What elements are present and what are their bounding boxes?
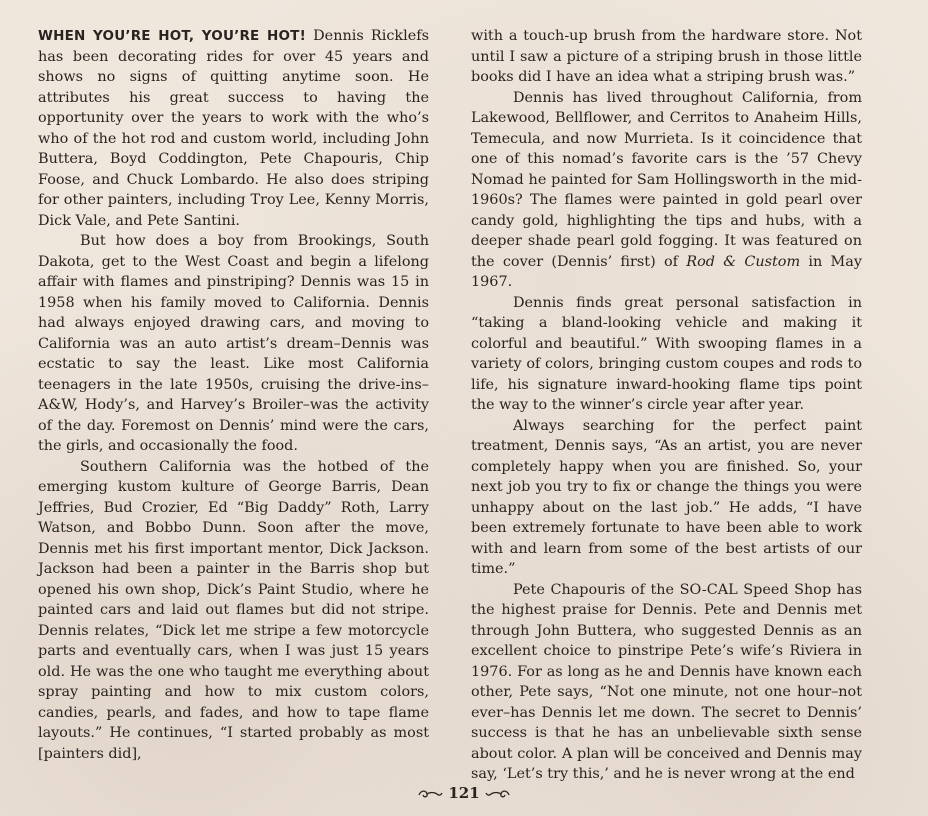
paragraph-4: Dennis has lived throughout California, from Lakewood, Bellflower, and Cerritos to Anaheim Hills, Temecula, and now Murrieta. Is it coincidence that one of this nomad’s favorite cars is the ’57 Chevy Nomad he painted for Sam Hollingsworth in the mid-1960s? The flames were painted in gold pearl over candy gold, highlighting the tips and hubs, with a deeper shade pearl gold fogging. It was featured on the cover (Dennis’ first) of Rod & Custom in May 1967. bbox=[471, 89, 862, 290]
paragraph-continuation: with a touch-up brush from the hardware store. Not until I saw a picture of a striping brush in those little books did I have an idea what a striping brush was.” bbox=[471, 28, 862, 85]
paragraph-5: Dennis finds great personal satisfaction in “taking a bland-looking vehicle and making it colorful and beautiful.” With swooping flames in a variety of colors, bringing custom coupes and rods to life, his signature inward-hooking flame tips point the way to the winner’s circle year after year. bbox=[471, 294, 862, 413]
paragraph-6: Always searching for the perfect paint treatment, Dennis says, “As an artist, you are never completely happy when you are finished. So, your next job you try to fix or change the things you were unhappy about on the last job.” He adds, “I have been extremely fortunate to have been able to work with and learn from some of the best artists of our time.” bbox=[471, 417, 862, 577]
left-scroll-ornament-icon bbox=[417, 789, 443, 799]
page-number: 121 bbox=[448, 784, 480, 802]
page-footer bbox=[0, 784, 928, 802]
magazine-title: Rod & Custom bbox=[686, 253, 801, 270]
section-lead-in: WHEN YOU’RE HOT, YOU’RE HOT! bbox=[38, 28, 306, 44]
paragraph-2: But how does a boy from Brookings, South Dakota, get to the West Coast and begin a lifelong affair with flames and pinstriping? Dennis was 15 in 1958 when his family moved to California. Dennis had always enjoyed drawing cars, and moving to California was an auto artist’s dream–Dennis was ecstatic to say the least. Like most California teenagers in the late 1950s, cruising the drive-ins–A&W, Hody’s, and Harvey’s Broiler–was the activity of the day. Foremost on Dennis’ mind were the cars, the girls, and occasionally the food. bbox=[38, 233, 429, 454]
paragraph-7: Pete Chapouris of the SO-CAL Speed Shop has the highest praise for Dennis. Pete and Dennis met through John Buttera, who suggested Dennis as an excellent choice to pinstripe Pete’s wife’s Riviera in 1976. For as long as he and Dennis have known each other, Pete says, “Not one minute, not one hour–not ever–has Dennis let me down. The secret to Dennis’ success is that he has an unbelievable sixth sense about color. A plan will be conceived and Dennis may say, ‘Let’s try this,’ and he is never wrong at the end bbox=[471, 581, 862, 782]
left-column bbox=[38, 26, 429, 764]
paragraph-3: Southern California was the hotbed of the emerging kustom kulture of George Barris, Dean Jeffries, Bud Crozier, Ed “Big Daddy” Roth, Larry Watson, and Bobbo Dunn. Soon after the move, Dennis met his first important mentor, Dick Jackson. Jackson had been a painter in the Barris shop but opened his own shop, Dick’s Paint Studio, where he painted cars and laid out flames but did not stripe. Dennis relates, “Dick let me stripe a few motorcycle parts and eventually cars, when I was just 15 years old. He was the one who taught me everything about spray painting and how to mix custom colors, candies, pearls, and fades, and how to tape flame layouts.” He continues, “I started probably as most [painters did], bbox=[38, 458, 429, 762]
paragraph-1: WHEN YOU’RE HOT, YOU’RE HOT! Dennis Ricklefs has been decorating rides for over 45 years and shows no signs of quitting anytime soon. He attributes his great success to having the opportunity over the years to work with the who’s who of the hot rod and custom world, including John Buttera, Boyd Coddington, Pete Chapouris, Chip Foose, and Chuck Lombardo. He also does striping for other painters, including Troy Lee, Kenny Morris, Dick Vale, and Pete Santini. bbox=[38, 28, 429, 229]
right-scroll-ornament-icon bbox=[485, 789, 511, 799]
right-column bbox=[471, 26, 862, 785]
